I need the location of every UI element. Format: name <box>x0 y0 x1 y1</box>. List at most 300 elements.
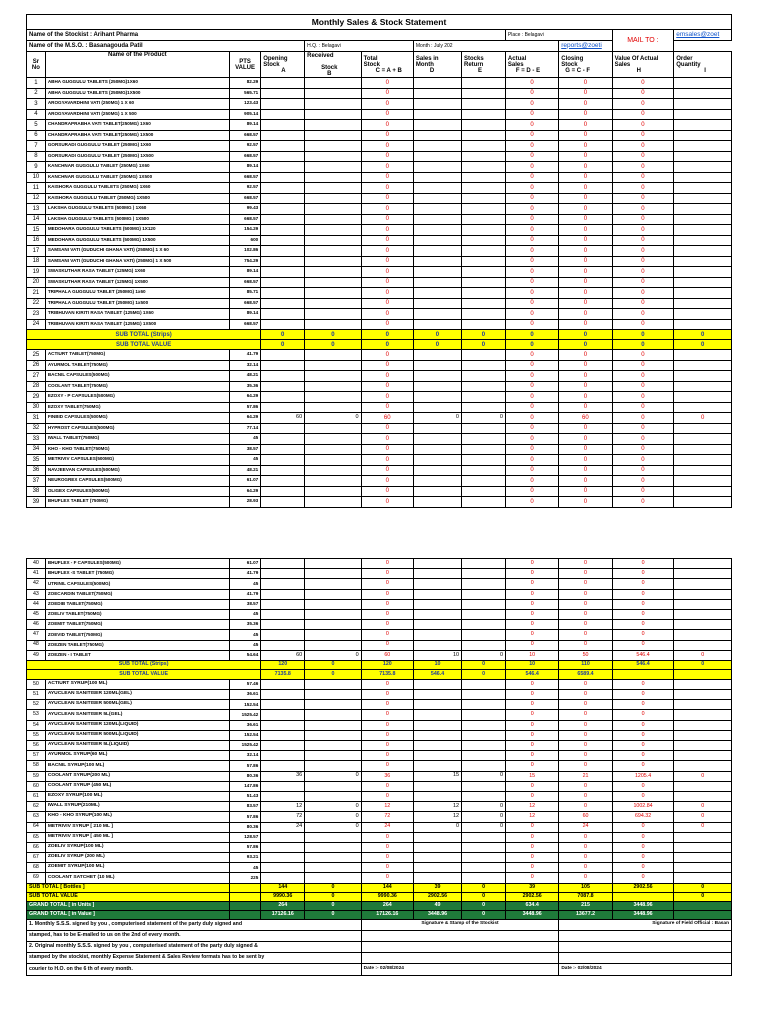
actual-sales: 0 <box>506 690 559 700</box>
value-of-actual-sales: 0 <box>612 235 674 246</box>
value-of-actual-sales: 0 <box>612 319 674 330</box>
actual-sales: 0 <box>505 99 558 110</box>
subtotal-strips-row-value: 0 <box>674 330 732 340</box>
actual-sales: 0 <box>505 465 558 476</box>
stocks-return <box>461 392 505 403</box>
place: Place : Belagavi <box>505 30 612 41</box>
blank-cell <box>229 892 260 901</box>
value-of-actual-sales: 1205.4 <box>612 771 674 781</box>
total-stock: 0 <box>361 246 413 257</box>
stocks-return: 0 <box>462 802 506 812</box>
sales-in-month <box>413 434 461 445</box>
pts-value: 80.36 <box>229 771 260 781</box>
product-name: ACTIURT SYRUP(100 ML) <box>45 679 229 689</box>
stocks-return <box>461 214 505 225</box>
actual-sales: 0 <box>505 183 558 194</box>
opening-stock <box>261 162 305 173</box>
opening-stock <box>261 172 305 183</box>
grand-total-units-row-value <box>674 901 732 910</box>
stocks-return: 0 <box>462 812 506 822</box>
sales-in-month <box>413 381 461 392</box>
subtotal-bottles-row-value: 144 <box>261 883 305 892</box>
received-stock <box>305 853 361 863</box>
order-quantity <box>674 741 732 751</box>
stocks-return: 0 <box>461 413 505 424</box>
table-row <box>27 402 732 413</box>
actual-sales: 0 <box>505 246 558 257</box>
sales-in-month <box>413 863 461 873</box>
value-of-actual-sales: 0 <box>612 710 674 720</box>
pts-value: 45 <box>229 579 260 589</box>
received-stock <box>305 172 361 183</box>
table-row <box>27 288 732 299</box>
grand-total-units-row-label: GRAND TOTAL [ in Units ] <box>27 901 230 910</box>
product-name: ZOELIV TABLET(750MG) <box>45 609 229 619</box>
total-stock: 0 <box>361 434 413 445</box>
value-of-actual-sales: 0 <box>612 873 674 883</box>
opening-stock <box>261 730 305 740</box>
order-quantity <box>674 151 732 162</box>
total-stock: 0 <box>361 350 413 361</box>
grand-total-units-row-value: 49 <box>413 901 461 910</box>
sales-in-month <box>413 360 461 371</box>
subtotal-bottles-value-row-value: 2902.56 <box>506 892 559 901</box>
opening-stock: 60 <box>261 650 305 660</box>
product-name: UTRINIL CAPSULES(500MG) <box>45 579 229 589</box>
subtotal-bottles-value-row-value: 0 <box>674 892 732 901</box>
grand-total-value-row-value: 3448.96 <box>413 910 461 919</box>
table-row <box>27 78 732 89</box>
opening-stock <box>261 360 305 371</box>
table-row <box>27 319 732 330</box>
pts-value: 57.46 <box>229 679 260 689</box>
closing-stock: 0 <box>559 225 612 236</box>
stocks-return <box>462 630 506 640</box>
value-of-actual-sales: 0 <box>612 589 674 599</box>
actual-sales: 0 <box>505 109 558 120</box>
opening-stock <box>261 319 305 330</box>
actual-sales: 0 <box>506 700 559 710</box>
opening-stock <box>261 741 305 751</box>
pts-value: 36.61 <box>229 690 260 700</box>
order-quantity <box>674 267 732 278</box>
subtotal-value-row-value: 0 <box>559 340 612 350</box>
value-of-actual-sales: 0 <box>612 225 674 236</box>
table-row <box>27 214 732 225</box>
actual-sales: 0 <box>506 741 559 751</box>
table-row <box>27 183 732 194</box>
value-of-actual-sales: 546.4 <box>612 650 674 660</box>
stocks-return <box>461 151 505 162</box>
pts-value: 152.54 <box>229 730 260 740</box>
table-row <box>27 392 732 403</box>
closing-stock: 0 <box>559 99 612 110</box>
subtotal-value-row-2-value: 7135.8 <box>361 670 413 680</box>
sr-no: 56 <box>27 741 46 751</box>
closing-stock: 0 <box>559 298 612 309</box>
stocks-return <box>462 873 506 883</box>
pts-value: 45 <box>229 630 260 640</box>
actual-sales: 0 <box>505 371 558 382</box>
subtotal-value-row-2-value <box>612 670 674 680</box>
subtotal-bottles-row-value: 105 <box>559 883 612 892</box>
received-stock <box>305 700 361 710</box>
sr-no: 44 <box>27 599 46 609</box>
total-stock: 0 <box>361 204 413 215</box>
pts-value: 668.57 <box>229 214 260 225</box>
received-stock: 0 <box>305 812 361 822</box>
grand-total-units-row-value: 634.4 <box>506 901 559 910</box>
table-row <box>27 650 732 660</box>
closing-stock: 0 <box>559 88 612 99</box>
value-of-actual-sales: 0 <box>612 761 674 771</box>
product-name: ZOELIV SYRUP(100 ML) <box>45 842 229 852</box>
value-of-actual-sales: 0 <box>612 630 674 640</box>
grand-total-value-row-label: GRAND TOTAL [ in Value ] <box>27 910 230 919</box>
order-quantity <box>674 172 732 183</box>
received-stock <box>305 741 361 751</box>
sales-in-month: 10 <box>413 650 461 660</box>
opening-stock: 12 <box>261 802 305 812</box>
subtotal-strips-row-2-label: SUB TOTAL (Strips) <box>27 660 261 670</box>
sales-in-month <box>413 690 461 700</box>
sr-no: 32 <box>27 423 46 434</box>
sales-in-month <box>413 620 461 630</box>
total-stock: 0 <box>361 873 413 883</box>
closing-stock: 0 <box>559 832 612 842</box>
sales-in-month <box>413 120 461 131</box>
order-quantity <box>674 277 732 288</box>
total-stock: 0 <box>361 130 413 141</box>
stocks-return: 0 <box>462 771 506 781</box>
subtotal-strips-row-value: 0 <box>305 330 361 340</box>
received-stock <box>305 791 361 801</box>
actual-sales: 0 <box>505 413 558 424</box>
sr-no: 39 <box>27 497 46 508</box>
sales-in-month <box>413 402 461 413</box>
subtotal-bottles-value-row <box>27 892 732 901</box>
product-name: AROGYAVARDHINI VATI (250MG) 1 X 60 <box>45 99 229 110</box>
table-row <box>27 99 732 110</box>
pts-value: 77.14 <box>229 423 260 434</box>
product-name: COOLANT SYRUP(200 ML) <box>45 771 229 781</box>
actual-sales: 0 <box>505 497 558 508</box>
order-quantity <box>674 730 732 740</box>
closing-stock: 60 <box>559 413 612 424</box>
stocks-return <box>461 381 505 392</box>
table-row <box>27 444 732 455</box>
opening-stock <box>261 640 305 650</box>
sr-no: 30 <box>27 402 46 413</box>
table-row <box>27 350 732 361</box>
order-quantity <box>674 360 732 371</box>
table-row <box>27 162 732 173</box>
opening-stock <box>261 679 305 689</box>
subtotal-value-row-2-value: 0 <box>305 670 361 680</box>
stocks-return <box>462 781 506 791</box>
closing-stock: 0 <box>559 402 612 413</box>
sales-in-month <box>413 832 461 842</box>
received-stock <box>305 434 361 445</box>
sales-in-month: 12 <box>413 802 461 812</box>
received-stock <box>305 863 361 873</box>
closing-stock: 0 <box>559 350 612 361</box>
actual-sales: 0 <box>506 569 559 579</box>
closing-stock: 0 <box>559 620 612 630</box>
opening-stock <box>261 791 305 801</box>
grand-total-units-row-value: 264 <box>361 901 413 910</box>
subtotal-bottles-value-row-label: SUB TOTAL VALUE <box>27 892 230 901</box>
order-quantity <box>674 579 732 589</box>
closing-stock: 0 <box>559 791 612 801</box>
sales-in-month <box>413 842 461 852</box>
grand-total-value-row-value: 3448.96 <box>506 910 559 919</box>
product-name: BACNIL SYRUP(100 ML) <box>45 761 229 771</box>
opening-stock <box>261 569 305 579</box>
table-row <box>27 151 732 162</box>
closing-stock: 0 <box>559 853 612 863</box>
stocks-return <box>461 444 505 455</box>
pts-value: 64.29 <box>229 392 260 403</box>
table-row <box>27 88 732 99</box>
actual-sales: 0 <box>506 751 559 761</box>
actual-sales: 0 <box>505 172 558 183</box>
received-stock <box>305 589 361 599</box>
value-of-actual-sales: 0 <box>612 381 674 392</box>
table-row <box>27 863 732 873</box>
closing-stock: 0 <box>559 700 612 710</box>
sales-in-month <box>413 204 461 215</box>
subtotal-value-row-value: 0 <box>461 340 505 350</box>
sales-in-month <box>413 497 461 508</box>
actual-sales: 0 <box>506 730 559 740</box>
table-row <box>27 476 732 487</box>
product-name: BACNIL CAPSULES(500MG) <box>45 371 229 382</box>
subtotal-value-row-2-value: 0 <box>462 670 506 680</box>
sr-no: 15 <box>27 225 46 236</box>
stocks-return <box>461 78 505 89</box>
closing-stock: 0 <box>559 476 612 487</box>
closing-stock: 0 <box>559 802 612 812</box>
total-stock: 0 <box>361 235 413 246</box>
sr-no: 69 <box>27 873 46 883</box>
hq: H.Q. : Belagavi <box>305 41 414 52</box>
sales-in-month: 15 <box>413 771 461 781</box>
stocks-return <box>461 204 505 215</box>
closing-stock: 0 <box>559 579 612 589</box>
sr-no: 42 <box>27 579 46 589</box>
pts-value: 600 <box>229 235 260 246</box>
subtotal-bottles-value-row-value: 7087.8 <box>559 892 612 901</box>
actual-sales: 0 <box>505 193 558 204</box>
value-of-actual-sales: 0 <box>612 183 674 194</box>
sales-in-month <box>413 679 461 689</box>
closing-stock: 0 <box>559 781 612 791</box>
total-stock: 0 <box>361 360 413 371</box>
total-stock: 0 <box>361 497 413 508</box>
sr-no: 35 <box>27 455 46 466</box>
opening-stock <box>261 109 305 120</box>
stocks-return <box>462 609 506 619</box>
sr-no: 46 <box>27 620 46 630</box>
closing-stock: 0 <box>559 423 612 434</box>
product-name: MEDOHARA GUGGULU TABLETS (500MG) 1X120 <box>45 225 229 236</box>
sr-no: 47 <box>27 630 46 640</box>
footer-note: 2. Original monthly S.S.S. signed by you , computerised statement of the party duly signed & <box>27 941 362 952</box>
stocks-return <box>461 455 505 466</box>
subtotal-value-row-2-value <box>674 670 732 680</box>
sr-no: 54 <box>27 720 46 730</box>
actual-sales: 0 <box>506 832 559 842</box>
subtotal-bottles-row-value: 2902.56 <box>612 883 674 892</box>
pts-value: 64.29 <box>229 413 260 424</box>
order-quantity <box>674 609 732 619</box>
order-quantity <box>674 162 732 173</box>
product-name: AYURMOL TABLET(750MG) <box>45 360 229 371</box>
opening-stock <box>261 309 305 320</box>
total-stock: 0 <box>361 78 413 89</box>
signature-field-label: Signature of Field Official : Basan <box>559 919 732 930</box>
sr-no: 63 <box>27 812 46 822</box>
subtotal-value-row-label: SUB TOTAL VALUE <box>27 340 261 350</box>
product-name: KHO - KHO SYRUP(100 ML) <box>45 812 229 822</box>
value-of-actual-sales: 0 <box>612 679 674 689</box>
subtotal-strips-row-value: 0 <box>612 330 674 340</box>
product-name: ZOECARDIN TABLET(750MG) <box>45 589 229 599</box>
grand-total-value-row-value: 0 <box>462 910 506 919</box>
product-name: METRIVIV CAPSULES(500MG) <box>45 455 229 466</box>
product-name: TRIPHALA GUGGULU TABLET (250MG) 1x500 <box>45 298 229 309</box>
stocks-return <box>462 620 506 630</box>
sr-no: 12 <box>27 193 46 204</box>
received-stock <box>305 256 361 267</box>
total-stock: 0 <box>361 371 413 382</box>
subtotal-bottles-row-label: SUB TOTAL [ Bottles ] <box>27 883 230 892</box>
sales-in-month <box>413 630 461 640</box>
product-name: METRIVIV SYRUP [ 450 ML ] <box>45 832 229 842</box>
table-row <box>27 235 732 246</box>
sheet-title: Monthly Sales & Stock Statement <box>27 15 732 30</box>
sales-in-month <box>413 88 461 99</box>
received-stock <box>305 579 361 589</box>
sales-in-month <box>413 225 461 236</box>
pts-value: 28.93 <box>229 497 260 508</box>
received-stock <box>305 246 361 257</box>
sales-in-month <box>413 183 461 194</box>
product-name: NAVJEEVAN CAPSULES(500MG) <box>45 465 229 476</box>
actual-sales: 0 <box>505 476 558 487</box>
total-stock: 0 <box>361 730 413 740</box>
stocks-return <box>461 172 505 183</box>
stocks-return <box>461 225 505 236</box>
sales-in-month <box>413 235 461 246</box>
received-stock <box>305 88 361 99</box>
order-quantity <box>674 298 732 309</box>
sales-in-month <box>413 141 461 152</box>
opening-stock <box>261 267 305 278</box>
value-of-actual-sales: 0 <box>612 204 674 215</box>
product-name: MEDOHARA GUGGULU TABLETS (500MG) 1X500 <box>45 235 229 246</box>
subtotal-value-row-2-value: 7135.8 <box>261 670 305 680</box>
actual-sales: 0 <box>505 130 558 141</box>
stocks-return <box>461 309 505 320</box>
table-row <box>27 853 732 863</box>
pts-value: 668.57 <box>229 130 260 141</box>
email-link-2[interactable]: reports@zoeti <box>559 41 612 52</box>
sales-in-month <box>413 579 461 589</box>
value-of-actual-sales: 1002.84 <box>612 802 674 812</box>
sr-no: 31 <box>27 413 46 424</box>
table-row <box>27 120 732 131</box>
total-stock: 0 <box>361 476 413 487</box>
footer-note-row <box>27 952 732 963</box>
subtotal-value-row-value: 0 <box>305 340 361 350</box>
actual-sales: 0 <box>505 141 558 152</box>
opening-stock <box>261 781 305 791</box>
received-stock <box>305 99 361 110</box>
actual-sales: 0 <box>505 288 558 299</box>
sr-no: 23 <box>27 309 46 320</box>
product-name: SAMSANI VATI (GUDUCHI GHANA VATI) (250MG) 1 X 60 <box>45 246 229 257</box>
pts-value: 93.21 <box>229 853 260 863</box>
order-quantity <box>674 569 732 579</box>
table-row <box>27 298 732 309</box>
opening-stock <box>261 434 305 445</box>
total-stock: 0 <box>361 791 413 801</box>
product-name: CHANDRAPRABHA VATI TABLET(250MG) 1X500 <box>45 130 229 141</box>
stockist-name: Name of the Stockist : Arihant Pharma <box>27 30 506 41</box>
opening-stock <box>261 350 305 361</box>
received-stock <box>305 381 361 392</box>
subtotal-strips-row-2-value: 120 <box>361 660 413 670</box>
stocks-return <box>462 640 506 650</box>
opening-stock <box>261 710 305 720</box>
total-stock: 0 <box>361 569 413 579</box>
stocks-return <box>461 360 505 371</box>
value-of-actual-sales: 0 <box>612 434 674 445</box>
total-stock: 60 <box>361 413 413 424</box>
closing-stock: 0 <box>559 172 612 183</box>
blank-cell <box>229 901 260 910</box>
pts-value: 45 <box>229 640 260 650</box>
order-quantity <box>674 559 732 569</box>
subtotal-value-row <box>27 340 732 350</box>
stocks-return <box>462 842 506 852</box>
pts-value: 89.14 <box>229 162 260 173</box>
value-of-actual-sales: 0 <box>612 832 674 842</box>
order-quantity: 0 <box>674 812 732 822</box>
sales-in-month <box>413 162 461 173</box>
stocks-return <box>461 434 505 445</box>
value-of-actual-sales: 0 <box>612 256 674 267</box>
total-stock: 24 <box>361 822 413 832</box>
pts-value: 38.57 <box>229 444 260 455</box>
sales-in-month: 0 <box>413 822 461 832</box>
received-stock <box>305 599 361 609</box>
stocks-return <box>462 741 506 751</box>
opening-stock <box>261 751 305 761</box>
grand-total-value-row-value: 0 <box>305 910 361 919</box>
pts-value: 41.79 <box>229 569 260 579</box>
subtotal-value-row-2-label: SUB TOTAL VALUE <box>27 670 261 680</box>
pts-value: 1525.42 <box>229 710 260 720</box>
actual-sales: 0 <box>505 455 558 466</box>
email-link-1[interactable]: emsales@zoet <box>674 30 732 41</box>
table-row <box>27 781 732 791</box>
pts-value: 45 <box>229 434 260 445</box>
opening-stock <box>261 599 305 609</box>
sr-no: 66 <box>27 842 46 852</box>
